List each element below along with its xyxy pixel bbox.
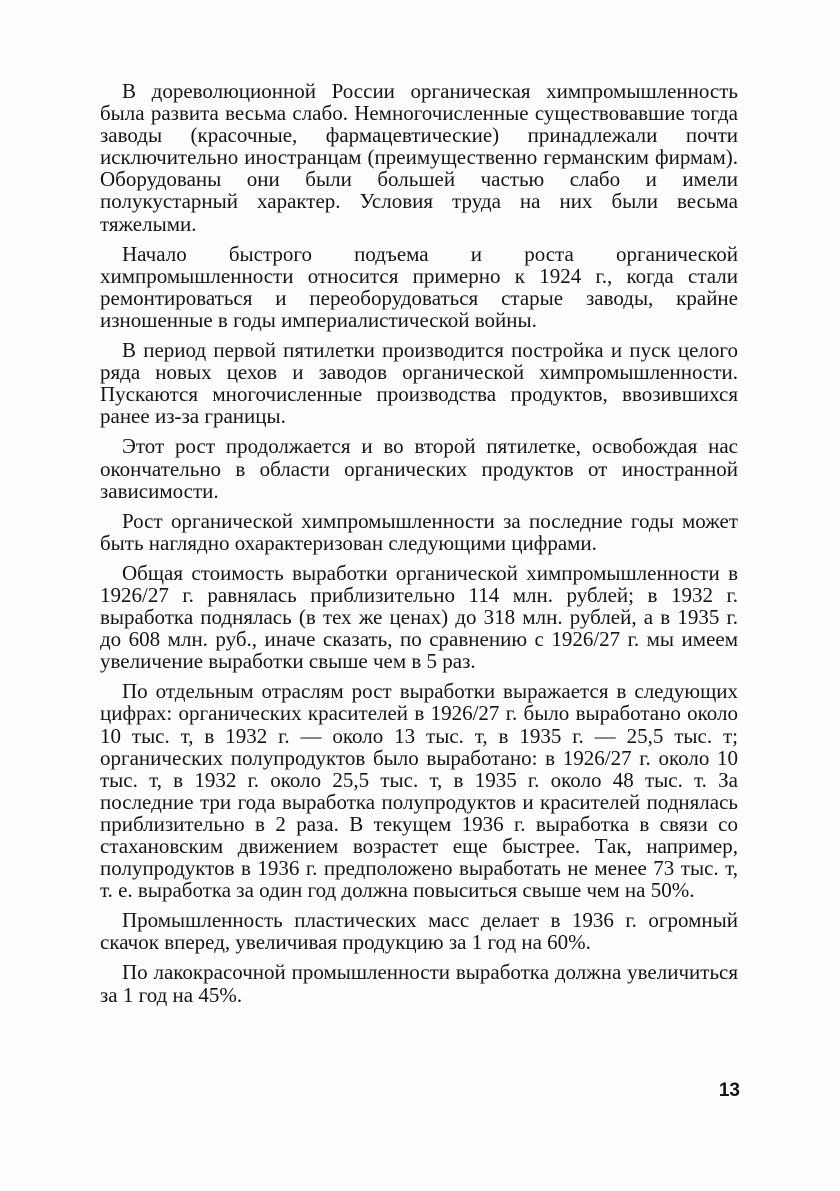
paragraph-growth-start: Начало быстрого подъема и роста органической химпромышленности относится примерно к 1924 г., когда стали ремонтироваться и переоборудоваться старые заводы, крайне изношенные в годы империалистической войны. — [100, 241, 738, 332]
paragraph-growth-figures-intro: Рост органической химпромышленности за последние годы может быть наглядно охарактеризован следующими цифрами. — [100, 508, 738, 555]
paragraph-paint-varnish: По лакокрасочной промышленности выработка должна увеличиться за 1 год на 45%. — [100, 960, 738, 1007]
paragraph-plastics: Промышленность пластических масс делает в 1936 г. огромный скачок вперед, увеличивая продукцию за 1 год на 60%. — [100, 908, 738, 955]
paragraph-total-output-value: Общая стоимость выработки органической химпромышленности в 1926/27 г. равнялась приблизительно 114 млн. рублей; в 1932 г. выработка поднялась (в тех же ценах) до 318 млн. рублей, а в 1935 г. до 608 млн. руб., иначе сказать, по сравнению с 1926/27 г. мы имеем увеличение выработки свыше чем в 5 раз. — [100, 560, 738, 674]
paragraph-first-five-year-plan: В период первой пятилетки производится постройка и пуск целого ряда новых цехов и заводов органической химпромышленности. Пускаются многочисленные производства продуктов, ввозившихся ранее из-за границы. — [100, 338, 738, 429]
paragraph-industry-branches: По отдельным отраслям рост выработки выражается в следующих цифрах: органических красителей в 1926/27 г. было выработано около 10 тыс. т, в 1932 г. — около 13 тыс. т, в 1935 г. — 25,5 тыс. т; органических полупродуктов было выработано: в 1926/27 г. около 10 тыс. т, в 1932 г. около 25,5 тыс. т, в 1935 г. около 48 тыс. т. За последние три года выработка полупродуктов и красителей поднялась приблизительно в 2 раза. В текущем 1936 г. выработка в связи со стахановским движением возрастет еще быстрее. Так, например, полупродуктов в 1936 г. предположено выработать не менее 73 тыс. т, т. е. выработка за один год должна повыситься свыше чем на 50%. — [100, 679, 738, 903]
body-text — [100, 80, 738, 1014]
paragraph-second-five-year-plan: Этот рост продолжается и во второй пятилетке, освобождая нас окончательно в области органических продуктов от иностранной зависимости. — [100, 434, 738, 503]
paragraph-prerevolution: В дореволюционной России органическая химпромышленность была развита весьма слабо. Немногочисленные существовавшие тогда заводы (красочные, фармацевтические) принадлежали почти исключительно иностранцам (преимущественно германским фирмам). Оборудованы они были большей частью слабо и имели полукустарный характер. Условия труда на них были весьма тяжелыми. — [100, 79, 738, 236]
page-number: 13 — [718, 1080, 740, 1101]
